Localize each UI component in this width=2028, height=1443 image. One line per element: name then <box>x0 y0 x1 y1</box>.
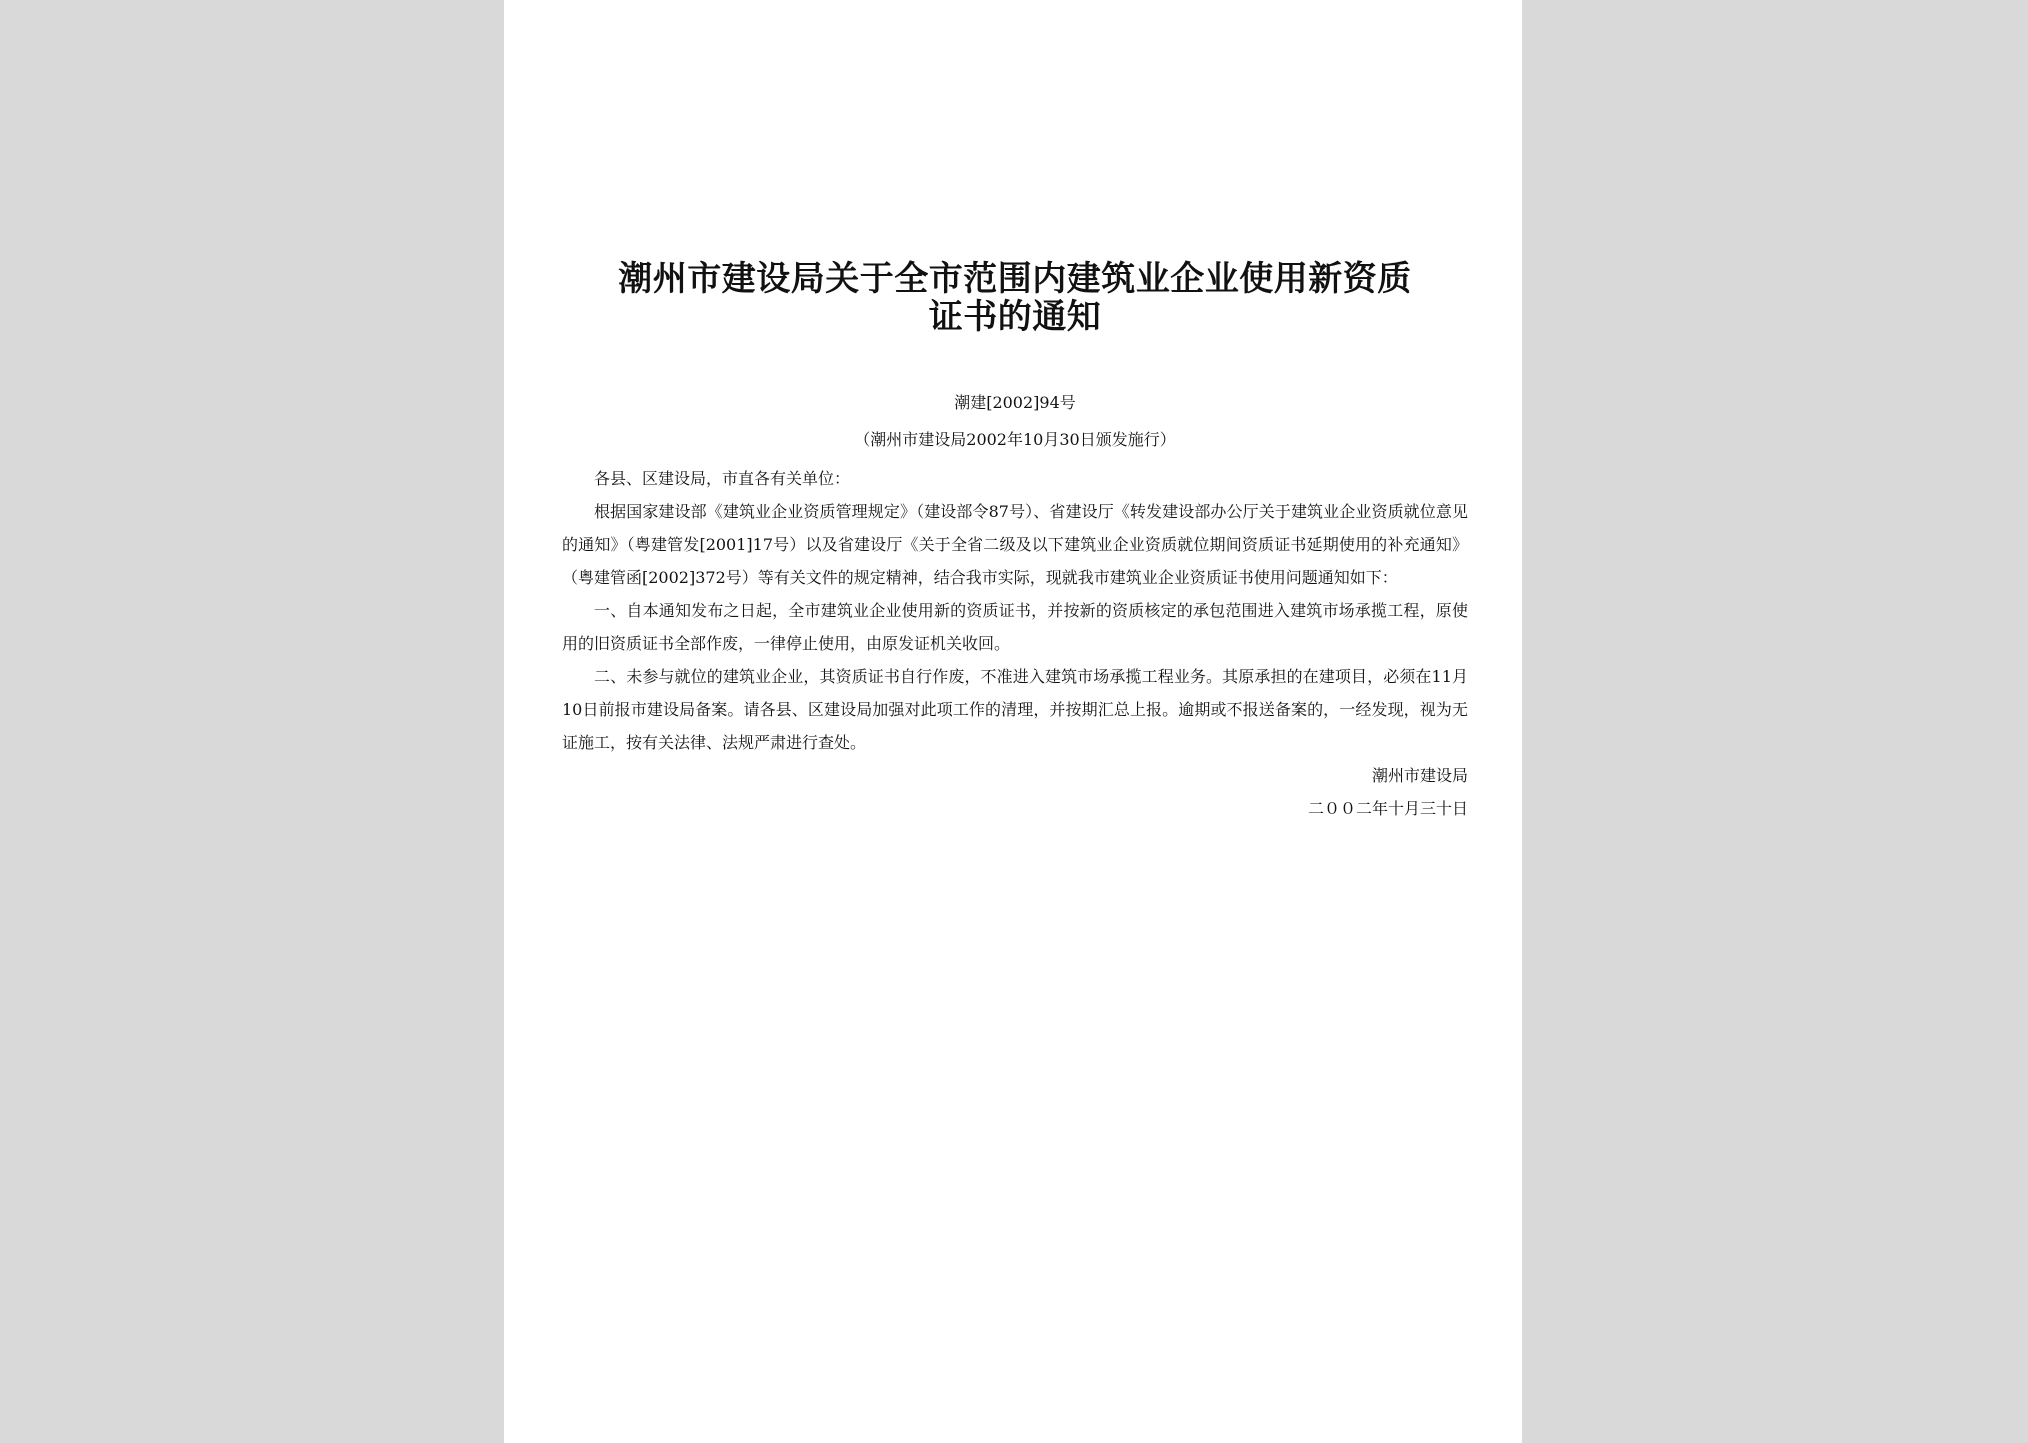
title-line-2: 证书的通知 <box>928 297 1102 337</box>
issued-note: （潮州市建设局2002年10月30日颁发施行） <box>854 430 1176 449</box>
document-content <box>562 260 1468 825</box>
document-number: 潮建[2002]94号 <box>954 393 1076 412</box>
document-page <box>504 0 1522 1443</box>
signature-date: 二００二年十月三十日 <box>1307 799 1468 818</box>
document-title <box>562 260 1468 336</box>
paragraph-item-1: 一、自本通知发布之日起，全市建筑业企业使用新的资质证书，并按新的资质核定的承包范围进入建筑市场承揽工程，原使用的旧资质证书全部作废，一律停止使用，由原发证机关收回。 <box>562 601 1468 653</box>
signature-org: 潮州市建设局 <box>1371 766 1468 785</box>
paragraph-item-2: 二、未参与就位的建筑业企业，其资质证书自行作废，不准进入建筑市场承揽工程业务。其原承担的在建项目，必须在11月10日前报市建设局备案。请各县、区建设局加强对此项工作的清理，并按期汇总上报。逾期或不报送备案的，一经发现，视为无证施工，按有关法律、法规严肃进行查处。 <box>562 667 1468 752</box>
title-line-1: 潮州市建设局关于全市范围内建筑业企业使用新资质 <box>618 259 1412 299</box>
paragraph-intro: 根据国家建设部《建筑业企业资质管理规定》（建设部令87号）、省建设厅《转发建设部办公厅关于建筑业企业资质就位意见的通知》（粤建管发[2001]17号）以及省建设厅《关于全省二级及以下建筑业企业资质就位期间资质证书延期使用的补充通知》（粤建管函[2002]372号）等有关文件的规定精神，结合我市实际，现就我市建筑业企业资质证书使用问题通知如下： <box>562 502 1468 587</box>
salutation: 各县、区建设局，市直各有关单位： <box>594 469 851 488</box>
